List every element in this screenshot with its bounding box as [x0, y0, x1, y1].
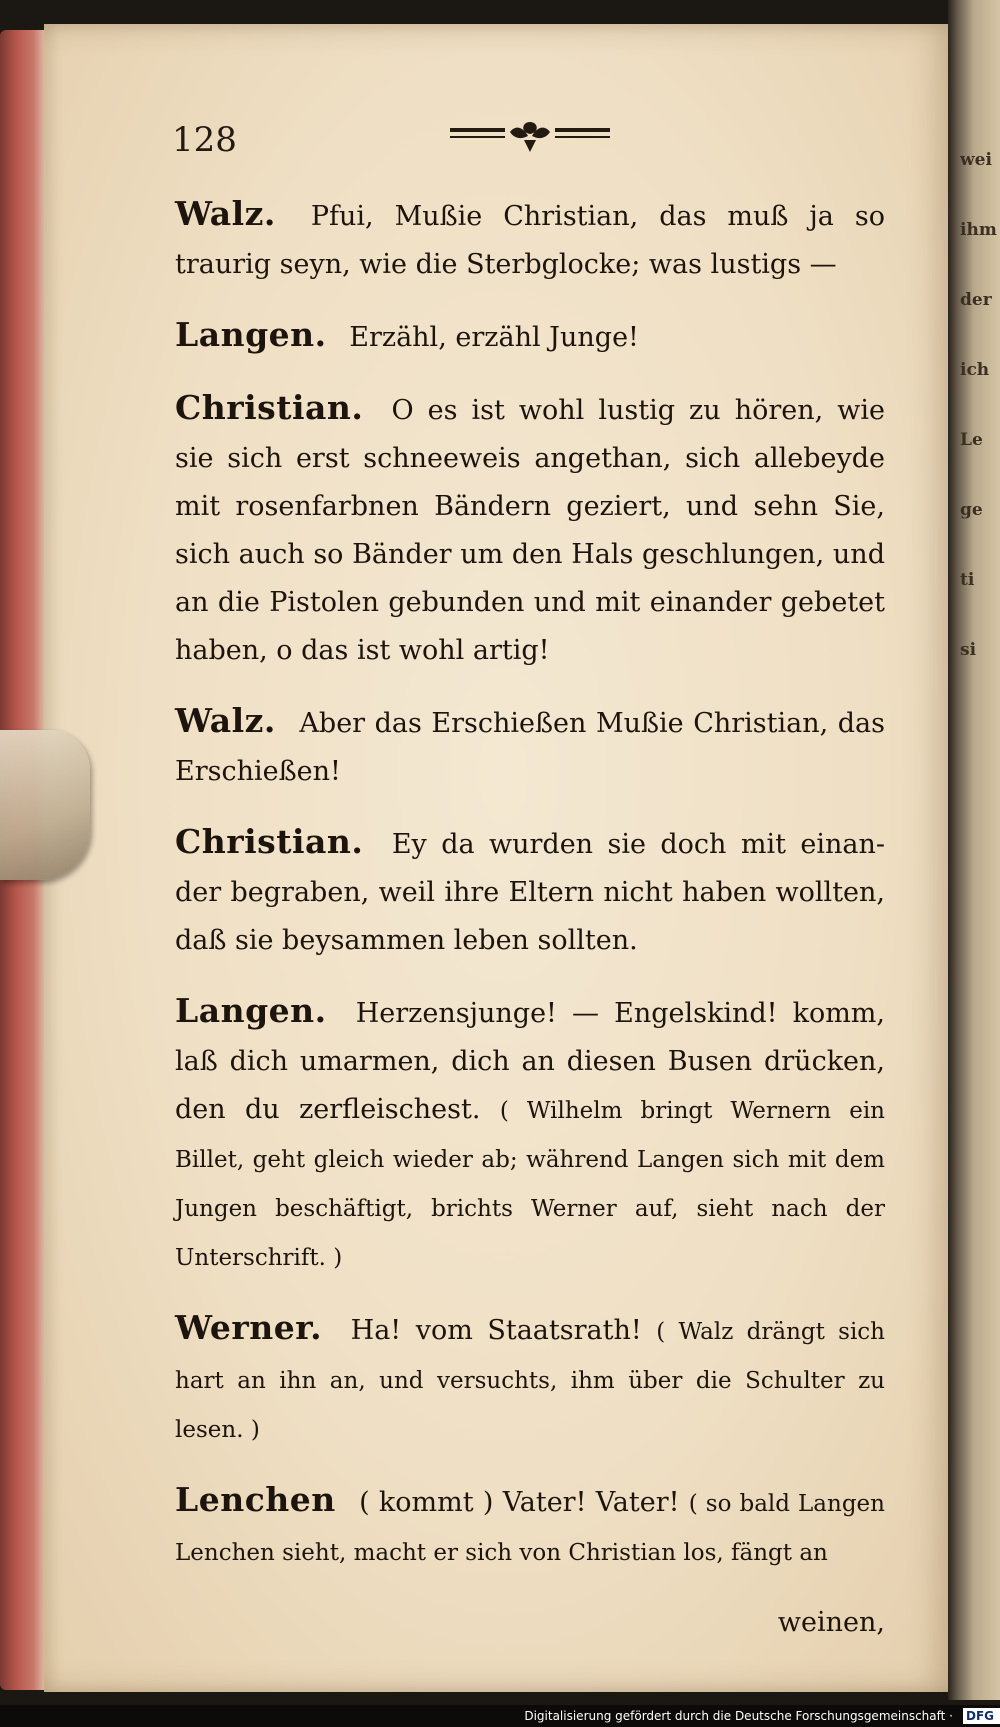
- stage-direction: ( so bald Langen Lenchen sieht, macht er sich von Christian los, fängt an: [175, 1491, 885, 1566]
- dialogue-line: auch so Bänder um den Hals geschlungen, und an: [175, 539, 885, 618]
- dialogue-paragraph: [175, 697, 885, 796]
- play-text: [175, 190, 885, 1647]
- speaker-name: Walz.: [175, 194, 276, 233]
- gutter-fragment: ge: [960, 500, 983, 520]
- speaker-name: Werner.: [175, 1308, 323, 1347]
- dialogue-line: die Pistolen gebunden und mit einander gebetet: [217, 587, 885, 618]
- speaker-name: Christian.: [175, 822, 364, 861]
- dialogue-line: sie sich erst schneeweis angethan, sich allebeyde mit: [175, 443, 885, 522]
- speaker-name: Langen.: [175, 315, 327, 354]
- dialogue-paragraph: [175, 1476, 885, 1577]
- gutter-fragment: ihm: [960, 220, 997, 240]
- dialogue-line: Ha! vom Staatsrath!: [350, 1315, 642, 1346]
- stage-direction: ( Wilhelm bringt Wernern ein Billet, geht gleich wieder ab; während Langen sich mit dem Jungen beschäftigt, brichts Werner auf, sieht nach der Unterschrift. ): [175, 1098, 885, 1271]
- dialogue-paragraph: [175, 987, 885, 1282]
- gutter-fragment: ich: [960, 360, 990, 380]
- dialogue-line: O es ist wohl lustig zu hören, wie: [391, 395, 885, 426]
- dialogue-paragraph: [175, 384, 885, 675]
- gutter-fragment: si: [960, 640, 977, 660]
- dialogue-line: das Erschießen!: [175, 708, 886, 787]
- dialogue-line: den du zerfleischest.: [175, 1094, 481, 1125]
- dialogue-line: haben, o das ist wohl artig!: [175, 635, 550, 666]
- gutter-fragment: der: [960, 290, 992, 310]
- page-number: 128: [172, 120, 237, 160]
- gutter-fragment: ti: [960, 570, 975, 590]
- gutter-fragment: Le: [960, 430, 983, 450]
- dialogue-paragraph: [175, 1304, 885, 1454]
- facing-page-fragments: [960, 150, 1000, 710]
- dialogue-line: daß sie beysammen leben sollten.: [175, 925, 638, 956]
- dialogue-line: der begraben, weil ihre Eltern nicht haben wollten,: [175, 877, 885, 908]
- dialogue-line: so traurig seyn, wie die Sterbglocke; was lustigs —: [175, 201, 885, 280]
- stage-direction: ( Walz drängt sich hart an ihn an, und versuchts, ihm über die Schulter zu lesen. ): [175, 1319, 885, 1443]
- fleuron-icon: [450, 118, 610, 158]
- dfg-logo: DFG: [963, 1708, 1000, 1724]
- last-word: weinen,: [777, 1607, 885, 1638]
- dialogue-line: Ey da wurden sie doch mit einan-: [391, 829, 885, 860]
- speaker-name: Lenchen: [175, 1480, 336, 1519]
- dialogue-line: Pfui, Mußie Christian, das muß ja: [310, 201, 834, 232]
- speaker-name: Walz.: [175, 701, 276, 740]
- digitization-footer: [0, 1705, 1000, 1727]
- dialogue-line: rosenfarbnen Bändern geziert, und sehn Sie, sich: [175, 491, 885, 570]
- dialogue-paragraph: [175, 190, 885, 289]
- footer-text: Digitalisierung gefördert durch die Deutsche Forschungsgemeinschaft ·: [524, 1709, 953, 1723]
- dialogue-line: Herzensjunge! — Engelskind! komm,: [355, 998, 885, 1029]
- dialogue-line: Aber das Erschießen Mußie Christian,: [299, 708, 829, 739]
- dialogue-line: ( kommt ) Vater! Vater!: [359, 1487, 680, 1518]
- gutter-fragment: wei: [960, 150, 992, 170]
- speaker-name: Langen.: [175, 991, 327, 1030]
- dialogue-line: Erzähl, erzähl Junge!: [349, 322, 639, 353]
- dialogue-line: laß dich umarmen, dich an diesen Busen drücken,: [175, 1046, 885, 1077]
- speaker-name: Christian.: [175, 388, 364, 427]
- dialogue-paragraph: [175, 311, 885, 362]
- page-clip: [0, 730, 90, 880]
- dialogue-paragraph: [175, 818, 885, 965]
